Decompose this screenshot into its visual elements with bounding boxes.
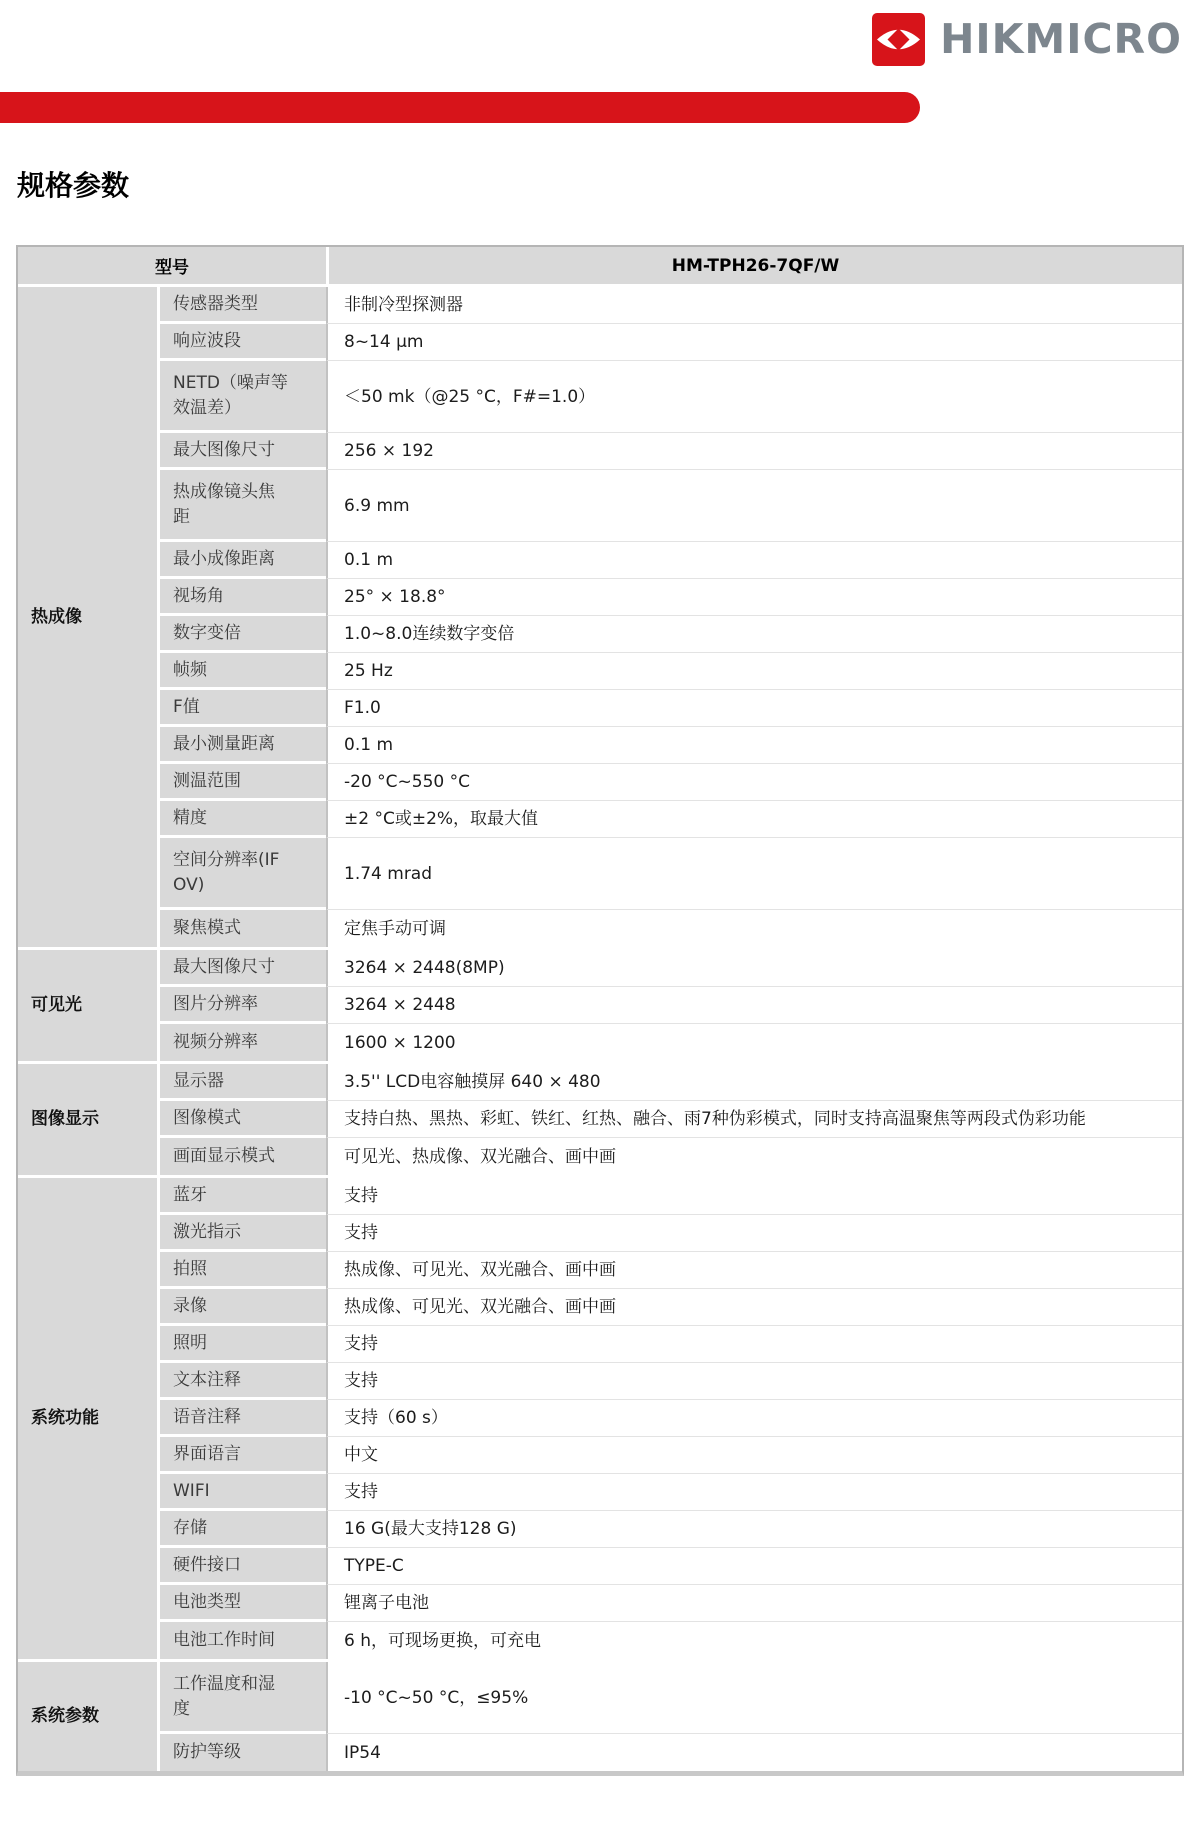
param-name-cell: 数字变倍	[160, 616, 326, 653]
param-name-cell: 图片分辨率	[160, 987, 326, 1024]
param-value-cell: ±2 °C或±2%，取最大值	[326, 801, 1182, 838]
table-row	[160, 1585, 1182, 1622]
table-row	[160, 433, 1182, 470]
param-name-cell: NETD（噪声等效温差）	[160, 361, 326, 433]
param-value-cell: 支持	[326, 1326, 1182, 1363]
table-row	[160, 616, 1182, 653]
section-rows	[160, 287, 1182, 947]
model-header-value: HM-TPH26-7QF/W	[326, 247, 1182, 284]
section-group-label: 热成像	[18, 287, 160, 947]
param-value-cell: 256 × 192	[326, 433, 1182, 470]
table-section	[18, 284, 1182, 947]
param-value-cell: 1.74 mrad	[326, 838, 1182, 910]
table-row	[160, 287, 1182, 324]
table-row	[160, 653, 1182, 690]
page-title: 规格参数	[17, 169, 130, 202]
param-value-cell: 25 Hz	[326, 653, 1182, 690]
spec-table	[16, 245, 1184, 1776]
param-name-cell: 蓝牙	[160, 1178, 326, 1215]
brand-logo	[872, 13, 1182, 66]
param-name-cell: F值	[160, 690, 326, 727]
table-row	[160, 690, 1182, 727]
param-value-cell: 6 h，可现场更换，可充电	[326, 1622, 1182, 1659]
table-row	[160, 1400, 1182, 1437]
param-value-cell: 16 G(最大支持128 G)	[326, 1511, 1182, 1548]
table-row	[160, 1548, 1182, 1585]
param-name-cell: 存储	[160, 1511, 326, 1548]
section-rows	[160, 1064, 1182, 1175]
table-header-row	[18, 247, 1182, 284]
param-name-cell: 精度	[160, 801, 326, 838]
table-section	[18, 1061, 1182, 1175]
section-rows	[160, 1662, 1182, 1771]
param-value-cell: 支持（60 s）	[326, 1400, 1182, 1437]
param-name-cell: 最小成像距离	[160, 542, 326, 579]
param-name-cell: 文本注释	[160, 1363, 326, 1400]
param-value-cell: 支持白热、黑热、彩虹、铁红、红热、融合、雨7种伪彩模式，同时支持高温聚焦等两段式伪彩功能	[326, 1101, 1182, 1138]
table-row	[160, 579, 1182, 616]
hikmicro-logo-icon	[872, 13, 925, 66]
param-value-cell: 0.1 m	[326, 727, 1182, 764]
param-value-cell: F1.0	[326, 690, 1182, 727]
param-value-cell: 支持	[326, 1215, 1182, 1252]
param-value-cell: 热成像、可见光、双光融合、画中画	[326, 1252, 1182, 1289]
param-name-cell: 显示器	[160, 1064, 326, 1101]
param-value-cell: 非制冷型探测器	[326, 287, 1182, 324]
param-name-cell: 硬件接口	[160, 1548, 326, 1585]
param-value-cell: 25° × 18.8°	[326, 579, 1182, 616]
param-value-cell: 3264 × 2448	[326, 987, 1182, 1024]
param-value-cell: 6.9 mm	[326, 470, 1182, 542]
model-header-label: 型号	[155, 258, 189, 278]
param-name-cell: 激光指示	[160, 1215, 326, 1252]
param-value-cell: 锂离子电池	[326, 1585, 1182, 1622]
table-row	[160, 361, 1182, 433]
param-name-cell: 最小测量距离	[160, 727, 326, 764]
table-row	[160, 1474, 1182, 1511]
param-value-cell: 支持	[326, 1363, 1182, 1400]
param-name-cell: 帧频	[160, 653, 326, 690]
param-value-cell: -10 °C~50 °C，≤95%	[326, 1662, 1182, 1734]
param-value-cell: 1600 × 1200	[326, 1024, 1182, 1061]
table-row	[160, 1326, 1182, 1363]
table-row	[160, 1178, 1182, 1215]
param-name-cell: 热成像镜头焦距	[160, 470, 326, 542]
param-name-cell: 工作温度和湿度	[160, 1662, 326, 1734]
param-name-cell: 测温范围	[160, 764, 326, 801]
param-value-cell: 1.0~8.0连续数字变倍	[326, 616, 1182, 653]
table-row	[160, 1622, 1182, 1659]
table-row	[160, 1252, 1182, 1289]
param-value-cell: 可见光、热成像、双光融合、画中画	[326, 1138, 1182, 1175]
table-row	[160, 1024, 1182, 1061]
table-row	[160, 1138, 1182, 1175]
param-name-cell: 视频分辨率	[160, 1024, 326, 1061]
param-value-cell: IP54	[326, 1734, 1182, 1771]
section-group-label: 系统参数	[18, 1662, 160, 1771]
table-row	[160, 727, 1182, 764]
section-group-label: 可见光	[18, 950, 160, 1061]
table-row	[160, 764, 1182, 801]
param-value-cell: 支持	[326, 1178, 1182, 1215]
param-value-cell: 0.1 m	[326, 542, 1182, 579]
param-value-cell: 3.5'' LCD电容触摸屏 640 × 480	[326, 1064, 1182, 1101]
table-row	[160, 1215, 1182, 1252]
param-value-cell: -20 °C~550 °C	[326, 764, 1182, 801]
accent-bar	[0, 92, 920, 123]
table-row	[160, 838, 1182, 910]
section-group-label: 系统功能	[18, 1178, 160, 1659]
brand-wordmark: HIKMICRO	[940, 15, 1182, 63]
param-name-cell: 聚焦模式	[160, 910, 326, 947]
param-value-cell: 定焦手动可调	[326, 910, 1182, 947]
param-name-cell: 语音注释	[160, 1400, 326, 1437]
table-row	[160, 1662, 1182, 1734]
param-name-cell: 传感器类型	[160, 287, 326, 324]
param-value-cell: 热成像、可见光、双光融合、画中画	[326, 1289, 1182, 1326]
param-name-cell: 图像模式	[160, 1101, 326, 1138]
param-value-cell: 3264 × 2448(8MP)	[326, 950, 1182, 987]
table-row	[160, 1511, 1182, 1548]
table-section	[18, 947, 1182, 1061]
param-name-cell: 视场角	[160, 579, 326, 616]
table-body	[18, 284, 1182, 1771]
section-group-label: 图像显示	[18, 1064, 160, 1175]
param-value-cell: ＜50 mk（@25 °C，F#=1.0）	[326, 361, 1182, 433]
table-section	[18, 1175, 1182, 1659]
section-rows	[160, 1178, 1182, 1659]
table-row	[160, 950, 1182, 987]
param-name-cell: 拍照	[160, 1252, 326, 1289]
param-name-cell: 画面显示模式	[160, 1138, 326, 1175]
param-name-cell: 电池工作时间	[160, 1622, 326, 1659]
table-row	[160, 542, 1182, 579]
table-row	[160, 1289, 1182, 1326]
param-name-cell: 最大图像尺寸	[160, 433, 326, 470]
param-value-cell: 中文	[326, 1437, 1182, 1474]
param-name-cell: 录像	[160, 1289, 326, 1326]
table-row	[160, 1064, 1182, 1101]
table-row	[160, 987, 1182, 1024]
param-value-cell: 支持	[326, 1474, 1182, 1511]
param-name-cell: 响应波段	[160, 324, 326, 361]
table-row	[160, 801, 1182, 838]
table-row	[160, 1363, 1182, 1400]
table-row	[160, 470, 1182, 542]
param-name-cell: 最大图像尺寸	[160, 950, 326, 987]
param-name-cell: 照明	[160, 1326, 326, 1363]
table-row	[160, 324, 1182, 361]
param-value-cell: 8~14 μm	[326, 324, 1182, 361]
table-row	[160, 1734, 1182, 1771]
table-row	[160, 910, 1182, 947]
table-section	[18, 1659, 1182, 1771]
section-rows	[160, 950, 1182, 1061]
param-name-cell: 界面语言	[160, 1437, 326, 1474]
table-row	[160, 1437, 1182, 1474]
param-name-cell: 防护等级	[160, 1734, 326, 1771]
param-name-cell: 空间分辨率(IFOV)	[160, 838, 326, 910]
param-name-cell: WIFI	[160, 1474, 326, 1511]
param-name-cell: 电池类型	[160, 1585, 326, 1622]
param-value-cell: TYPE-C	[326, 1548, 1182, 1585]
table-row	[160, 1101, 1182, 1138]
